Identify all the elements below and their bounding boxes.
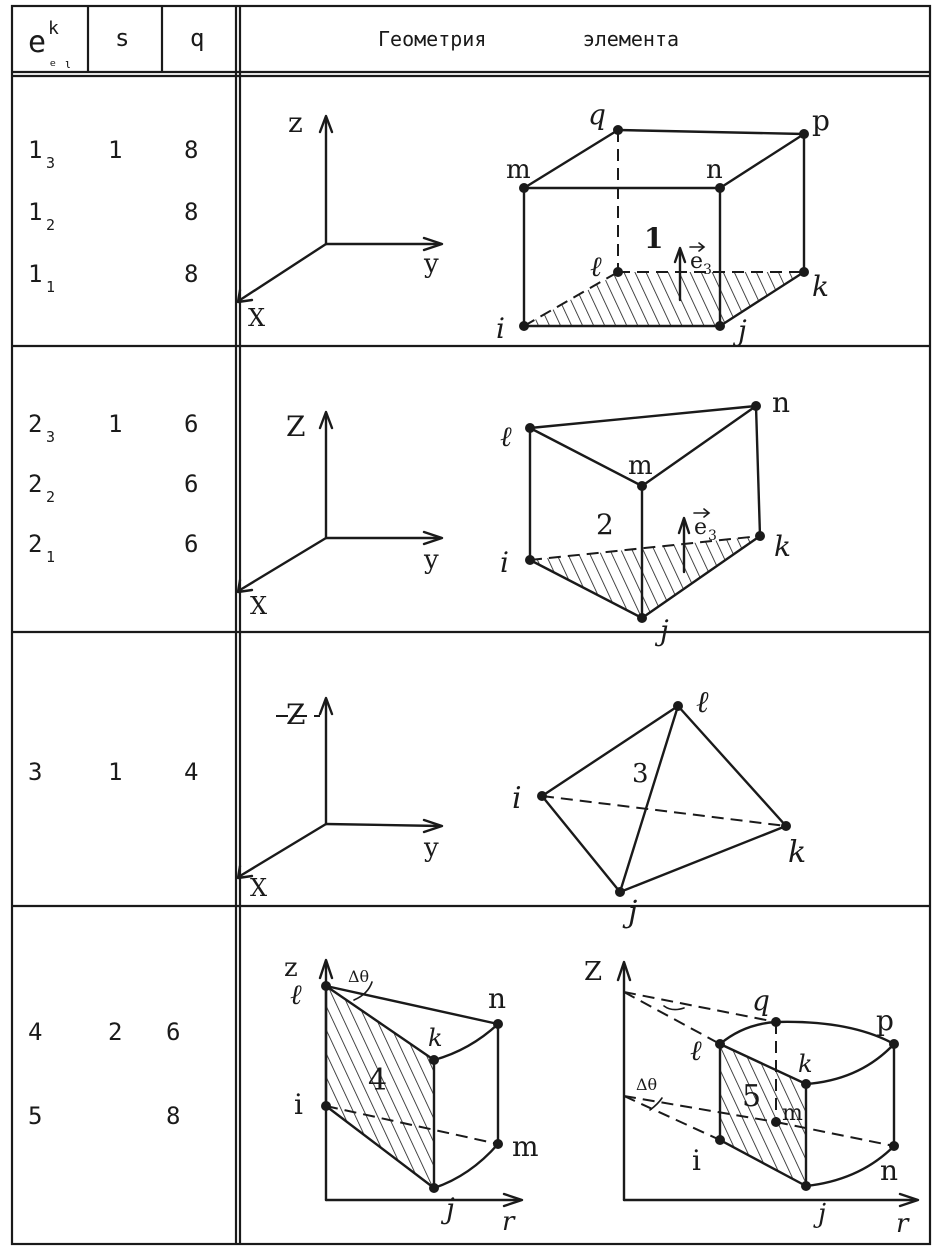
row-1-node-k: k	[812, 270, 829, 303]
row-3-values	[28, 758, 198, 786]
row-2-axis-y: y	[424, 545, 439, 575]
row-4-right-node-j: j	[818, 1199, 827, 1229]
row-4-left-element-number: 4	[368, 1063, 388, 1098]
row-4-values	[28, 1018, 180, 1130]
row-1-values	[28, 136, 198, 296]
row-1-hexahedron	[496, 98, 830, 347]
row-4-left-axis-r: r	[502, 1207, 515, 1237]
row-2-values	[28, 410, 198, 566]
row-1-vector-e: e	[690, 249, 704, 274]
row-2-node-m: m	[628, 451, 653, 481]
row-3-axis-y: y	[424, 833, 439, 863]
row-4-left-node-k: k	[428, 1024, 443, 1052]
row-1-e-main-3: 1	[28, 260, 43, 288]
row-2-node-k: k	[774, 530, 791, 563]
row-1-q-3: 8	[184, 260, 199, 288]
row-2-e-main-3: 2	[28, 530, 43, 558]
row-2-axis-x: X	[250, 592, 268, 620]
row-4-left-angle: Δθ	[348, 967, 370, 986]
row-2-node-l: ℓ	[500, 420, 512, 453]
row-3-axes	[238, 698, 442, 902]
row-1-axis-y: y	[424, 249, 439, 279]
row-1-e-sub-3: 1	[46, 278, 56, 296]
row-1-axis-z: z	[288, 106, 303, 139]
row-4-s-1: 2	[108, 1018, 123, 1046]
row-4-right-figure	[584, 957, 918, 1239]
row-4-right-node-i: i	[692, 1144, 701, 1177]
row-3-tetrahedron	[512, 685, 806, 930]
row-2-axis-z: Z	[286, 410, 306, 443]
row-2-node-n: n	[772, 386, 791, 419]
row-4-q-2: 8	[166, 1102, 181, 1130]
header-q: q	[190, 24, 205, 52]
row-1-node-l: ℓ	[590, 250, 602, 283]
row-1-node-q: q	[588, 98, 606, 131]
row-2-element-number: 2	[596, 508, 614, 541]
row-3-node-i: i	[512, 781, 522, 816]
row-1-e-main-1: 1	[28, 136, 43, 164]
header-e-symbol: e	[28, 25, 47, 60]
row-1-node-j: j	[738, 314, 747, 347]
row-2-node-j: j	[660, 614, 669, 647]
row-1-e-main-2: 1	[28, 198, 43, 226]
row-4-e-1: 4	[28, 1018, 43, 1046]
row-1-axes	[238, 106, 442, 332]
row-2-vector-sub: 3	[708, 528, 717, 544]
row-2-q-2: 6	[184, 470, 199, 498]
row-2-e-main-1: 2	[28, 410, 43, 438]
row-2-prism	[500, 386, 791, 647]
row-1-q-2: 8	[184, 198, 199, 226]
row-2-e-sub-3: 1	[46, 548, 56, 566]
row-1-q-1: 8	[184, 136, 199, 164]
row-3-element-number: 3	[632, 759, 649, 789]
row-4-right-element-number: 5	[742, 1079, 762, 1114]
row-1-e-sub-2: 2	[46, 216, 56, 234]
row-4-left-node-l: ℓ	[290, 978, 302, 1011]
row-4-right-node-m: m	[782, 1101, 803, 1126]
row-3-node-l: ℓ	[696, 685, 709, 720]
row-1-axis-x: X	[248, 304, 266, 332]
row-4-left-node-i: i	[294, 1088, 303, 1121]
row-4-right-axis-z: Z	[584, 957, 603, 987]
row-2-e-main-2: 2	[28, 470, 43, 498]
row-4-left-node-m: m	[512, 1130, 539, 1163]
row-1-s-1: 1	[108, 136, 123, 164]
row-4-right-node-p: p	[876, 1004, 894, 1037]
row-1-element-number: 1	[644, 222, 664, 255]
table-grid	[12, 6, 930, 1244]
row-2-q-1: 6	[184, 410, 199, 438]
row-4-left-node-n: n	[488, 982, 507, 1015]
header-e-subsubscript: ι	[64, 57, 72, 71]
header-s: s	[115, 24, 130, 52]
row-2-s-1: 1	[108, 410, 123, 438]
row-4-right-node-q: q	[752, 984, 770, 1017]
row-1-node-n: n	[706, 155, 723, 185]
row-4-left-node-j: j	[446, 1192, 455, 1225]
row-4-right-angle: Δθ	[636, 1075, 658, 1094]
row-2-q-3: 6	[184, 530, 199, 558]
row-1-node-m: m	[506, 155, 531, 185]
row-1-vector-sub: 3	[703, 262, 712, 278]
row-4-e-2: 5	[28, 1102, 43, 1130]
row-3-axis-x: X	[250, 874, 268, 902]
row-3-node-j: j	[628, 895, 638, 930]
row-1-node-i: i	[496, 312, 505, 345]
header-geometry: Геометрия элемента	[378, 27, 680, 51]
row-3-e-1: 3	[28, 758, 43, 786]
row-1-e-sub-1: 3	[46, 154, 56, 172]
row-4-right-node-l: ℓ	[690, 1034, 702, 1067]
row-4-right-axis-r: r	[896, 1209, 909, 1239]
header-e-superscript: k	[48, 18, 59, 39]
row-2-e-sub-1: 3	[46, 428, 56, 446]
row-3-axis-z: Z	[286, 698, 306, 731]
header-e-subscript: ₑ	[48, 51, 58, 70]
row-3-node-k: k	[788, 835, 807, 870]
row-4-right-node-n: n	[880, 1154, 899, 1187]
row-4-right-node-k: k	[798, 1050, 813, 1078]
row-3-q-1: 4	[184, 758, 199, 786]
row-3-s-1: 1	[108, 758, 123, 786]
row-2-axes	[238, 410, 442, 620]
row-4-q-1: 6	[166, 1018, 181, 1046]
row-2-vector-e: e	[694, 515, 708, 540]
row-2-node-i: i	[500, 546, 509, 579]
row-1-node-p: p	[812, 104, 830, 137]
table-header	[28, 18, 679, 71]
row-4-left-axis-z: z	[284, 953, 298, 983]
row-2-e-sub-2: 2	[46, 488, 56, 506]
row-4-left-figure	[284, 953, 539, 1237]
